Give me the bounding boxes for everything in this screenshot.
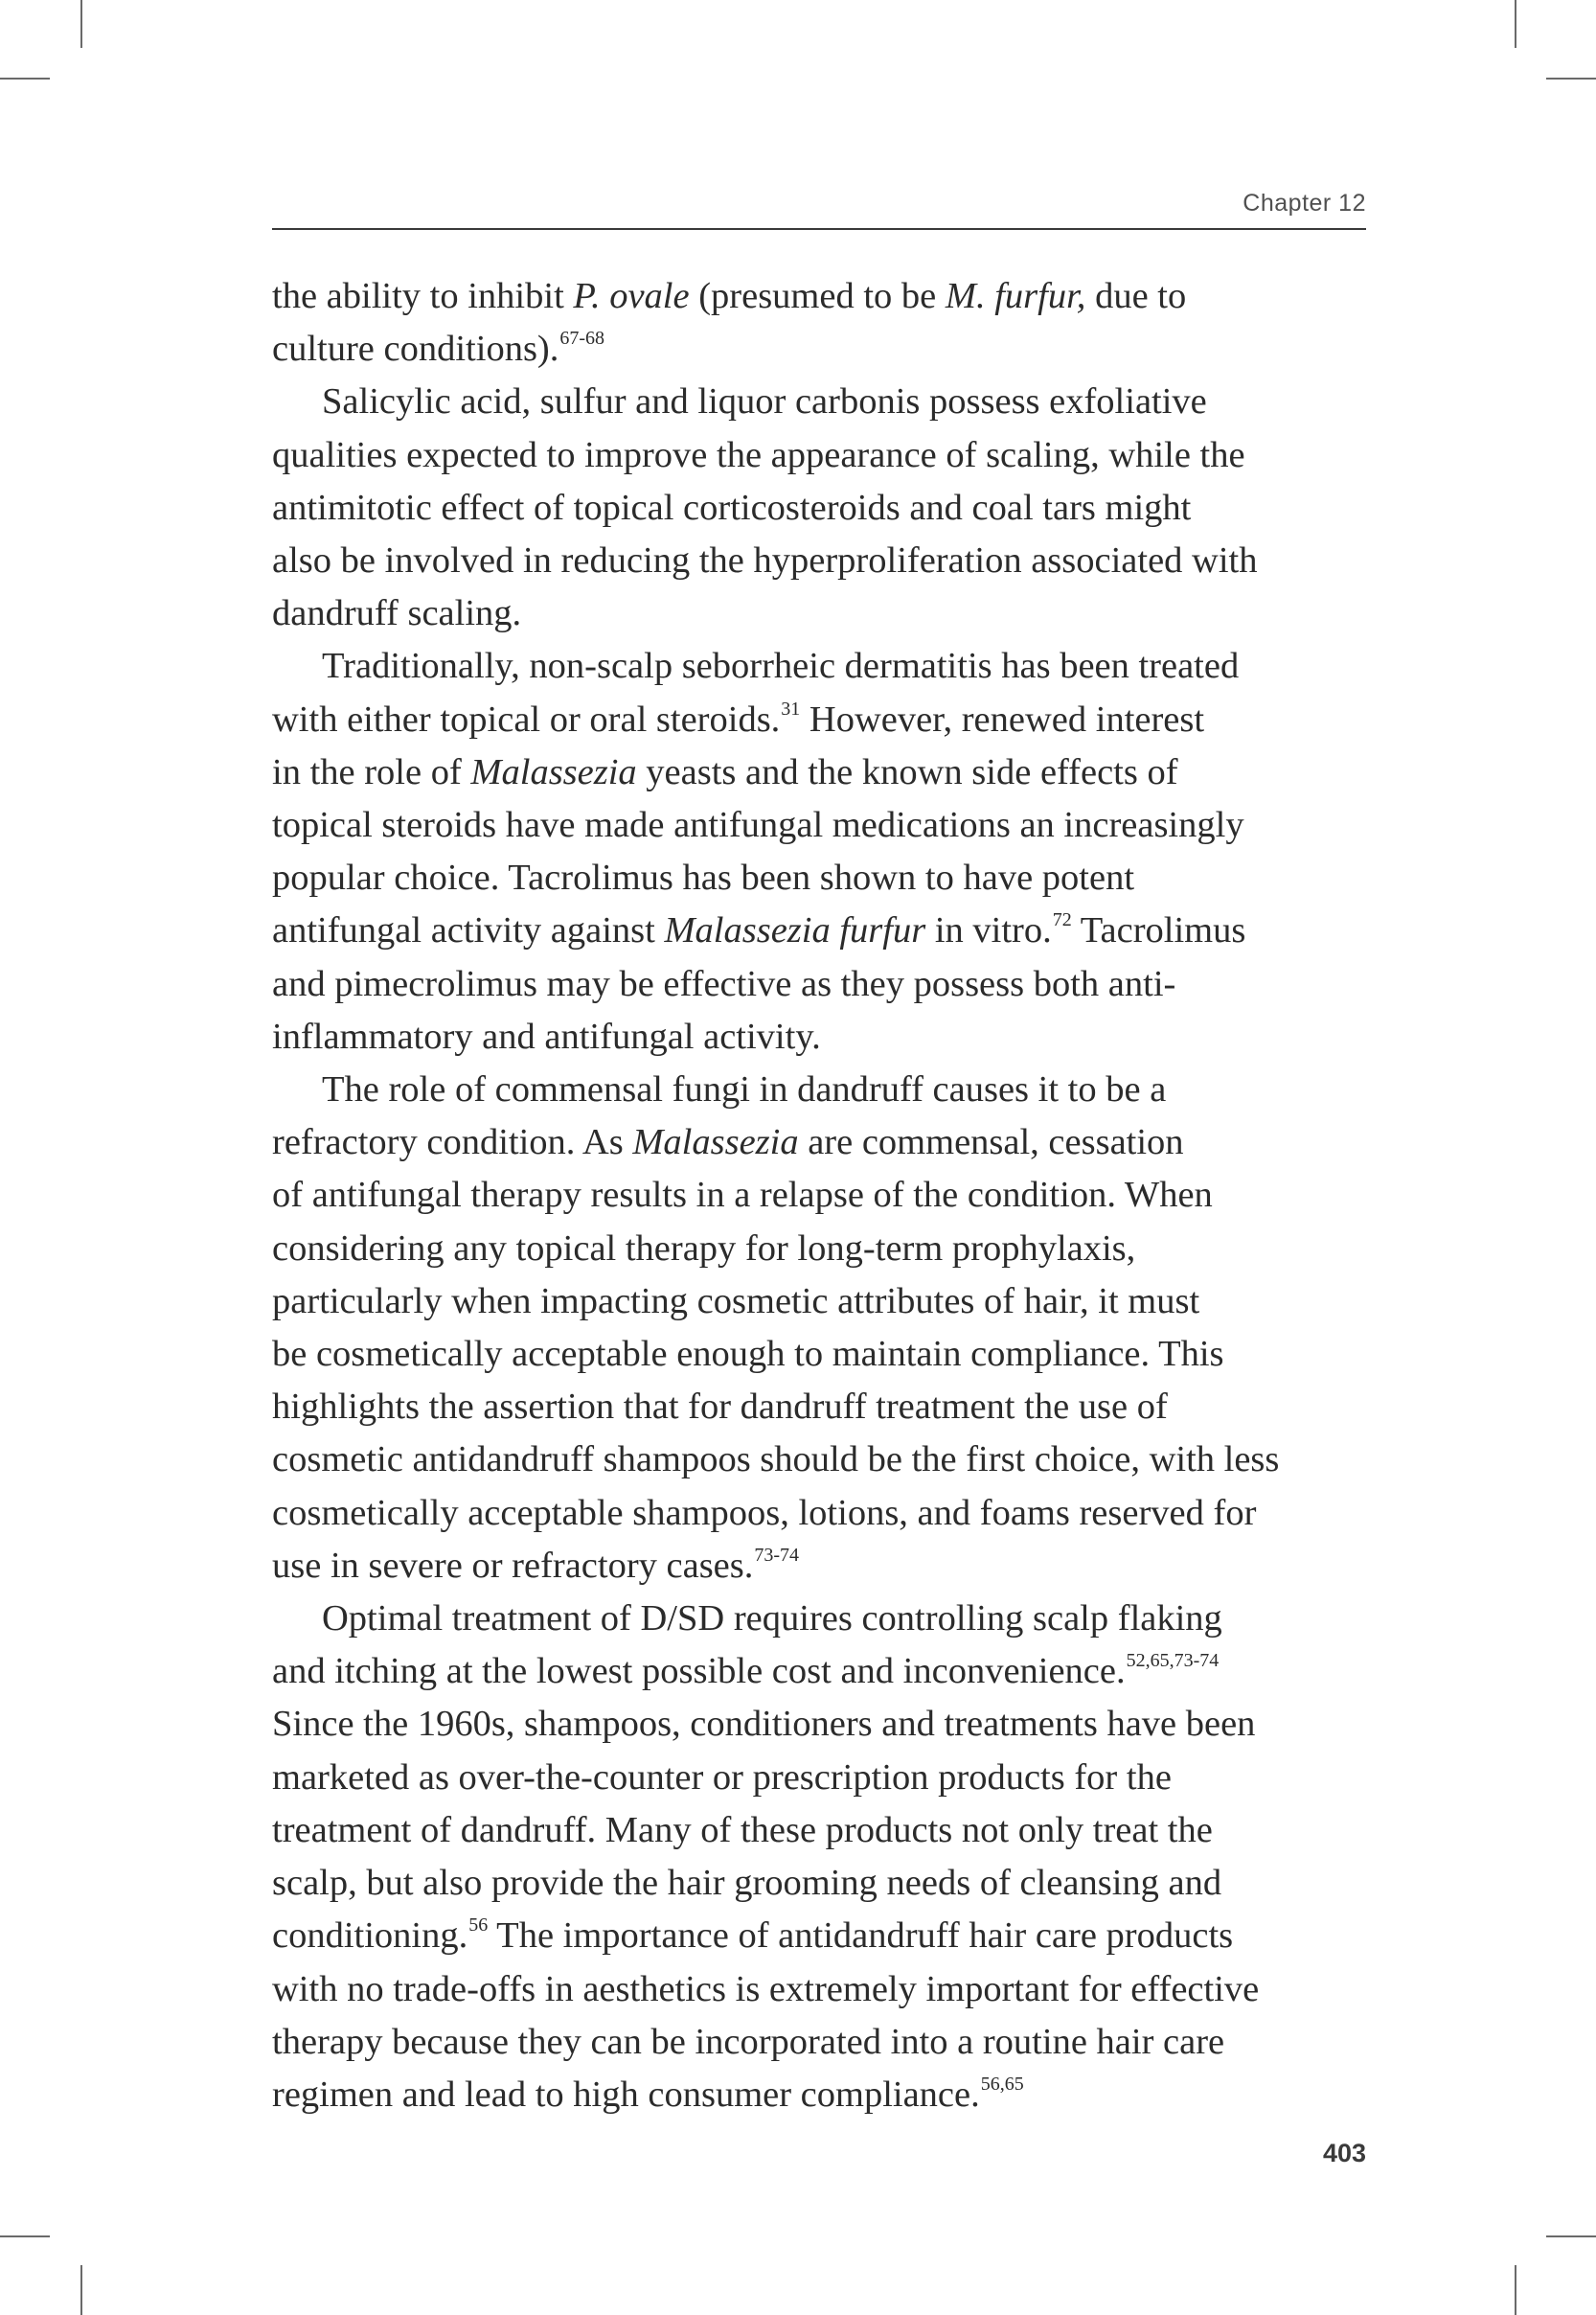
text-line [272,1698,1383,1751]
text-line [272,1275,1383,1328]
text-line [272,2069,1383,2121]
text-line [272,1487,1383,1540]
text-line [272,799,1383,852]
text-segment: marketed as over-the-counter or prescription products for the [272,1756,1172,1798]
text-line [272,587,1383,640]
text-segment: antimitotic effect of topical corticosteroids and coal tars might [272,487,1192,528]
text-line [272,1064,1383,1116]
citation-superscript: 72 [1052,909,1072,931]
page-number: 403 [1322,2139,1366,2167]
text-segment: The importance of antidandruff hair care products [488,1915,1234,1957]
text-segment: with either topical or oral steroids. [272,699,781,740]
text-segment: and itching at the lowest possible cost and inconvenience. [272,1651,1126,1692]
crop-mark-bottom-right-horizontal [1546,2235,1596,2237]
text-segment: also be involved in reducing the hyperproliferation associated with [272,540,1258,582]
text-segment: highlights the assertion that for dandruff treatment the use of [272,1387,1168,1428]
crop-mark-bottom-left [80,2265,82,2315]
text-segment: regimen and lead to high consumer compliance. [272,2074,980,2115]
text-line [272,270,1383,323]
text-segment: culture conditions). [272,329,559,370]
text-segment: be cosmetically acceptable enough to maintain compliance. This [272,1334,1224,1375]
text-line [272,2016,1383,2069]
text-line [272,640,1383,693]
crop-mark-top-right-horizontal [1546,78,1596,80]
text-segment: in vitro. [925,910,1052,951]
text-line [272,1963,1383,2016]
text-line [272,1752,1383,1804]
text-segment: inflammatory and antifungal activity. [272,1016,821,1057]
text-line [272,1433,1383,1486]
citation-superscript: 67-68 [559,328,605,350]
crop-mark-bottom-right [1515,2265,1516,2315]
text-segment: and pimecrolimus may be effective as they possess both anti- [272,963,1176,1004]
text-segment: Tacrolimus [1071,910,1246,951]
text-segment: conditioning. [272,1915,468,1957]
text-line [272,1223,1383,1275]
text-line [272,1116,1383,1169]
text-segment: popular choice. Tacrolimus has been shown to have potent [272,858,1135,899]
text-segment: Salicylic acid, sulfur and liquor carbonis possess exfoliative [322,381,1207,423]
text-line [272,1910,1383,1962]
text-segment: treatment of dandruff. Many of these products not only treat the [272,1809,1213,1850]
text-segment: particularly when impacting cosmetic attributes of hair, it must [272,1280,1200,1321]
text-segment: Since the 1960s, shampoos, conditioners and treatments have been [272,1704,1256,1745]
text-segment: Optimal treatment of D/SD requires controlling scalp flaking [322,1598,1222,1639]
text-segment: (presumed to be [689,276,946,316]
text-segment: yeasts and the known side effects of [636,751,1178,792]
running-head [272,188,1366,230]
text-segment: use in severe or refractory cases. [272,1545,754,1586]
text-segment: considering any topical therapy for long-term prophylaxis, [272,1227,1136,1269]
text-line [272,1804,1383,1857]
text-line [272,694,1383,746]
text-segment: refractory condition. As [272,1122,633,1163]
italic-term: M. furfur, [945,276,1086,316]
text-segment: However, renewed interest [800,699,1205,740]
text-line [272,1011,1383,1064]
text-segment: in the role of [272,751,471,792]
text-line [272,535,1383,587]
text-segment: cosmetic antidandruff shampoos should be the first choice, with less [272,1439,1280,1480]
citation-superscript: 56,65 [980,2073,1024,2095]
text-line [272,1169,1383,1222]
text-segment: scalp, but also provide the hair grooming needs of cleansing and [272,1863,1222,1904]
text-line [272,376,1383,428]
citation-superscript: 52,65,73-74 [1126,1650,1220,1672]
text-segment: Traditionally, non-scalp seborrheic dermatitis has been treated [322,646,1240,687]
citation-superscript: 73-74 [754,1544,800,1566]
text-line [272,905,1383,957]
text-segment: the ability to inhibit [272,276,574,316]
text-line [272,482,1383,535]
text-line [272,1857,1383,1910]
italic-term: Malassezia [632,1122,799,1163]
text-segment: with no trade-offs in aesthetics is extremely important for effective [272,1968,1260,2009]
text-segment: are commensal, cessation [798,1122,1184,1163]
crop-mark-top-left [80,0,82,48]
text-line [272,1328,1383,1381]
text-line [272,1645,1383,1698]
text-line [272,429,1383,482]
text-segment: of antifungal therapy results in a relapse of the condition. When [272,1175,1213,1216]
crop-mark-top-right [1515,0,1516,48]
text-segment: topical steroids have made antifungal medications an increasingly [272,805,1244,846]
italic-term: P. ovale [573,276,690,316]
text-segment: dandruff scaling. [272,593,522,634]
italic-term: Malassezia [470,751,637,792]
citation-superscript: 56 [468,1914,489,1937]
crop-mark-top-left-horizontal [0,78,50,80]
text-segment: The role of commensal fungi in dandruff causes it to be a [322,1069,1167,1111]
crop-mark-bottom-left-horizontal [0,2235,50,2237]
text-segment: antifungal activity against [272,910,665,951]
text-line [272,1593,1383,1645]
text-line [272,746,1383,799]
text-line [272,1381,1383,1433]
chapter-label: Chapter 12 [1243,190,1366,217]
text-segment: cosmetically acceptable shampoos, lotions, and foams reserved for [272,1492,1257,1533]
text-line [272,1540,1383,1593]
text-line [272,852,1383,905]
text-segment: due to [1085,276,1187,316]
text-segment: qualities expected to improve the appearance of scaling, while the [272,434,1245,475]
italic-term: Malassezia furfur [664,910,926,951]
body-text [272,270,1383,2121]
text-segment: therapy because they can be incorporated into a routine hair care [272,2021,1225,2062]
text-line [272,958,1383,1011]
citation-superscript: 31 [781,698,801,720]
text-line [272,323,1383,376]
